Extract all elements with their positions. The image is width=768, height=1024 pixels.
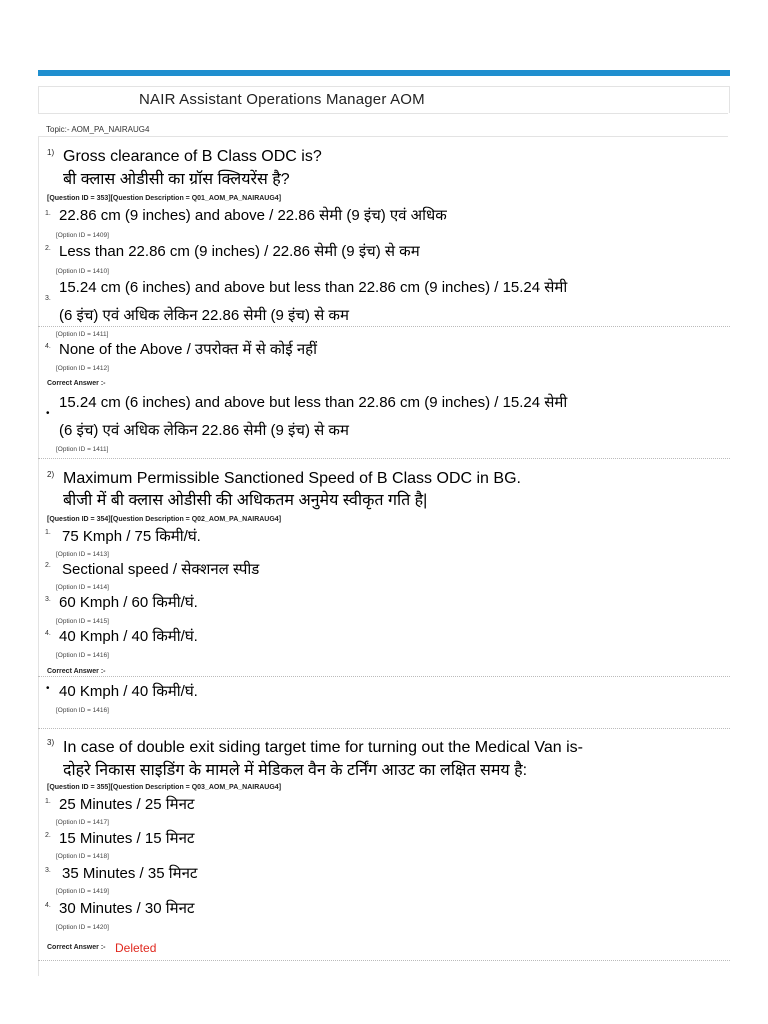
option-id: [Option ID = 1420] bbox=[56, 924, 109, 931]
option-number: 3. bbox=[45, 295, 51, 302]
question-meta: [Question ID = 353][Question Description = Q01_AOM_PA_NAIRAUG4] bbox=[47, 195, 282, 202]
correct-answer-text: 15.24 cm (6 inches) and above but less than 22.86 cm (9 inches) / 15.24 सेमी bbox=[59, 394, 568, 411]
option-id: [Option ID = 1413] bbox=[56, 551, 109, 558]
question-meta: [Question ID = 355][Question Description = Q03_AOM_PA_NAIRAUG4] bbox=[47, 784, 282, 791]
option-number: 2. bbox=[45, 245, 51, 252]
option-id: [Option ID = 1416] bbox=[56, 652, 109, 659]
question-number: 2) bbox=[47, 470, 55, 479]
option-number: 1. bbox=[45, 210, 51, 217]
top-accent-bar bbox=[38, 70, 730, 76]
option-number: 1. bbox=[45, 529, 51, 536]
option-text: (6 इंच) एवं अधिक लेकिन 22.86 सेमी (9 इंच) से कम bbox=[59, 307, 349, 324]
divider bbox=[38, 458, 730, 459]
option-id: [Option ID = 1417] bbox=[56, 819, 109, 826]
question-text-en: In case of double exit siding target time for turning out the Medical Van is- bbox=[63, 739, 583, 756]
option-id: [Option ID = 1411] bbox=[56, 331, 109, 338]
option-number: 4. bbox=[45, 630, 51, 637]
option-number: 4. bbox=[45, 343, 51, 350]
option-text: 60 Kmph / 60 किमी/घं. bbox=[59, 594, 198, 611]
topic-label: Topic:- AOM_PA_NAIRAUG4 bbox=[46, 125, 150, 134]
option-text: None of the Above / उपरोक्त में से कोई नहीं bbox=[59, 341, 318, 358]
option-text: 15.24 cm (6 inches) and above but less than 22.86 cm (9 inches) / 15.24 सेमी bbox=[59, 279, 568, 296]
option-number: 4. bbox=[45, 902, 51, 909]
question-sheet bbox=[38, 86, 730, 976]
option-text: Less than 22.86 cm (9 inches) / 22.86 सेमी (9 इंच) से कम bbox=[59, 243, 420, 260]
divider bbox=[38, 728, 730, 729]
option-text: 35 Minutes / 35 मिनट bbox=[62, 865, 198, 882]
question-text-en: Maximum Permissible Sanctioned Speed of B Class ODC in BG. bbox=[63, 470, 521, 487]
option-text: 30 Minutes / 30 मिनट bbox=[59, 900, 195, 917]
correct-answer-text: 40 Kmph / 40 किमी/घं. bbox=[59, 683, 198, 700]
correct-answer-label: Correct Answer :- bbox=[47, 944, 106, 951]
correct-answer-bullet: • bbox=[46, 408, 50, 419]
option-text: 22.86 cm (9 inches) and above / 22.86 सेमी (9 इंच) एवं अधिक bbox=[59, 207, 447, 224]
option-id: [Option ID = 1410] bbox=[56, 268, 109, 275]
option-number: 3. bbox=[45, 867, 51, 874]
option-number: 1. bbox=[45, 798, 51, 805]
option-id: [Option ID = 1419] bbox=[56, 888, 109, 895]
question-text-hi: दोहरे निकास साइडिंग के मामले में मेडिकल वैन के टर्निंग आउट का लक्षित समय है: bbox=[63, 762, 528, 779]
option-id: [Option ID = 1414] bbox=[56, 584, 109, 591]
correct-answer-label: Correct Answer :- bbox=[47, 380, 106, 387]
divider bbox=[38, 676, 730, 677]
divider bbox=[38, 326, 730, 327]
question-text-hi: बी क्लास ओडीसी का ग्रॉस क्लियरेंस है? bbox=[63, 171, 290, 188]
option-text: 40 Kmph / 40 किमी/घं. bbox=[59, 628, 198, 645]
option-id: [Option ID = 1412] bbox=[56, 365, 109, 372]
correct-answer-label: Correct Answer :- bbox=[47, 668, 106, 675]
option-id: [Option ID = 1416] bbox=[56, 707, 109, 714]
option-number: 2. bbox=[45, 562, 51, 569]
option-id: [Option ID = 1418] bbox=[56, 853, 109, 860]
left-border bbox=[38, 136, 39, 976]
option-id: [Option ID = 1415] bbox=[56, 618, 109, 625]
divider bbox=[38, 960, 730, 961]
correct-answer-deleted: Deleted bbox=[115, 941, 157, 955]
option-number: 3. bbox=[45, 596, 51, 603]
option-text: 15 Minutes / 15 मिनट bbox=[59, 830, 195, 847]
question-meta: [Question ID = 354][Question Description = Q02_AOM_PA_NAIRAUG4] bbox=[47, 516, 282, 523]
page-title: NAIR Assistant Operations Manager AOM bbox=[139, 91, 425, 108]
option-text: Sectional speed / सेक्शनल स्पीड bbox=[62, 561, 260, 578]
option-number: 2. bbox=[45, 832, 51, 839]
header-box bbox=[38, 86, 730, 113]
correct-answer-text: (6 इंच) एवं अधिक लेकिन 22.86 सेमी (9 इंच) से कम bbox=[59, 422, 349, 439]
option-id: [Option ID = 1411] bbox=[56, 446, 109, 453]
question-number: 3) bbox=[47, 738, 55, 747]
option-id: [Option ID = 1409] bbox=[56, 232, 109, 239]
option-text: 25 Minutes / 25 मिनट bbox=[59, 796, 195, 813]
question-number: 1) bbox=[47, 148, 55, 157]
option-text: 75 Kmph / 75 किमी/घं. bbox=[62, 528, 201, 545]
question-text-hi: बीजी में बी क्लास ओडीसी की अधिकतम अनुमेय स्वीकृत गति है| bbox=[63, 492, 428, 509]
topic-row bbox=[38, 113, 728, 137]
question-text-en: Gross clearance of B Class ODC is? bbox=[63, 148, 322, 165]
correct-answer-bullet: • bbox=[46, 683, 50, 694]
